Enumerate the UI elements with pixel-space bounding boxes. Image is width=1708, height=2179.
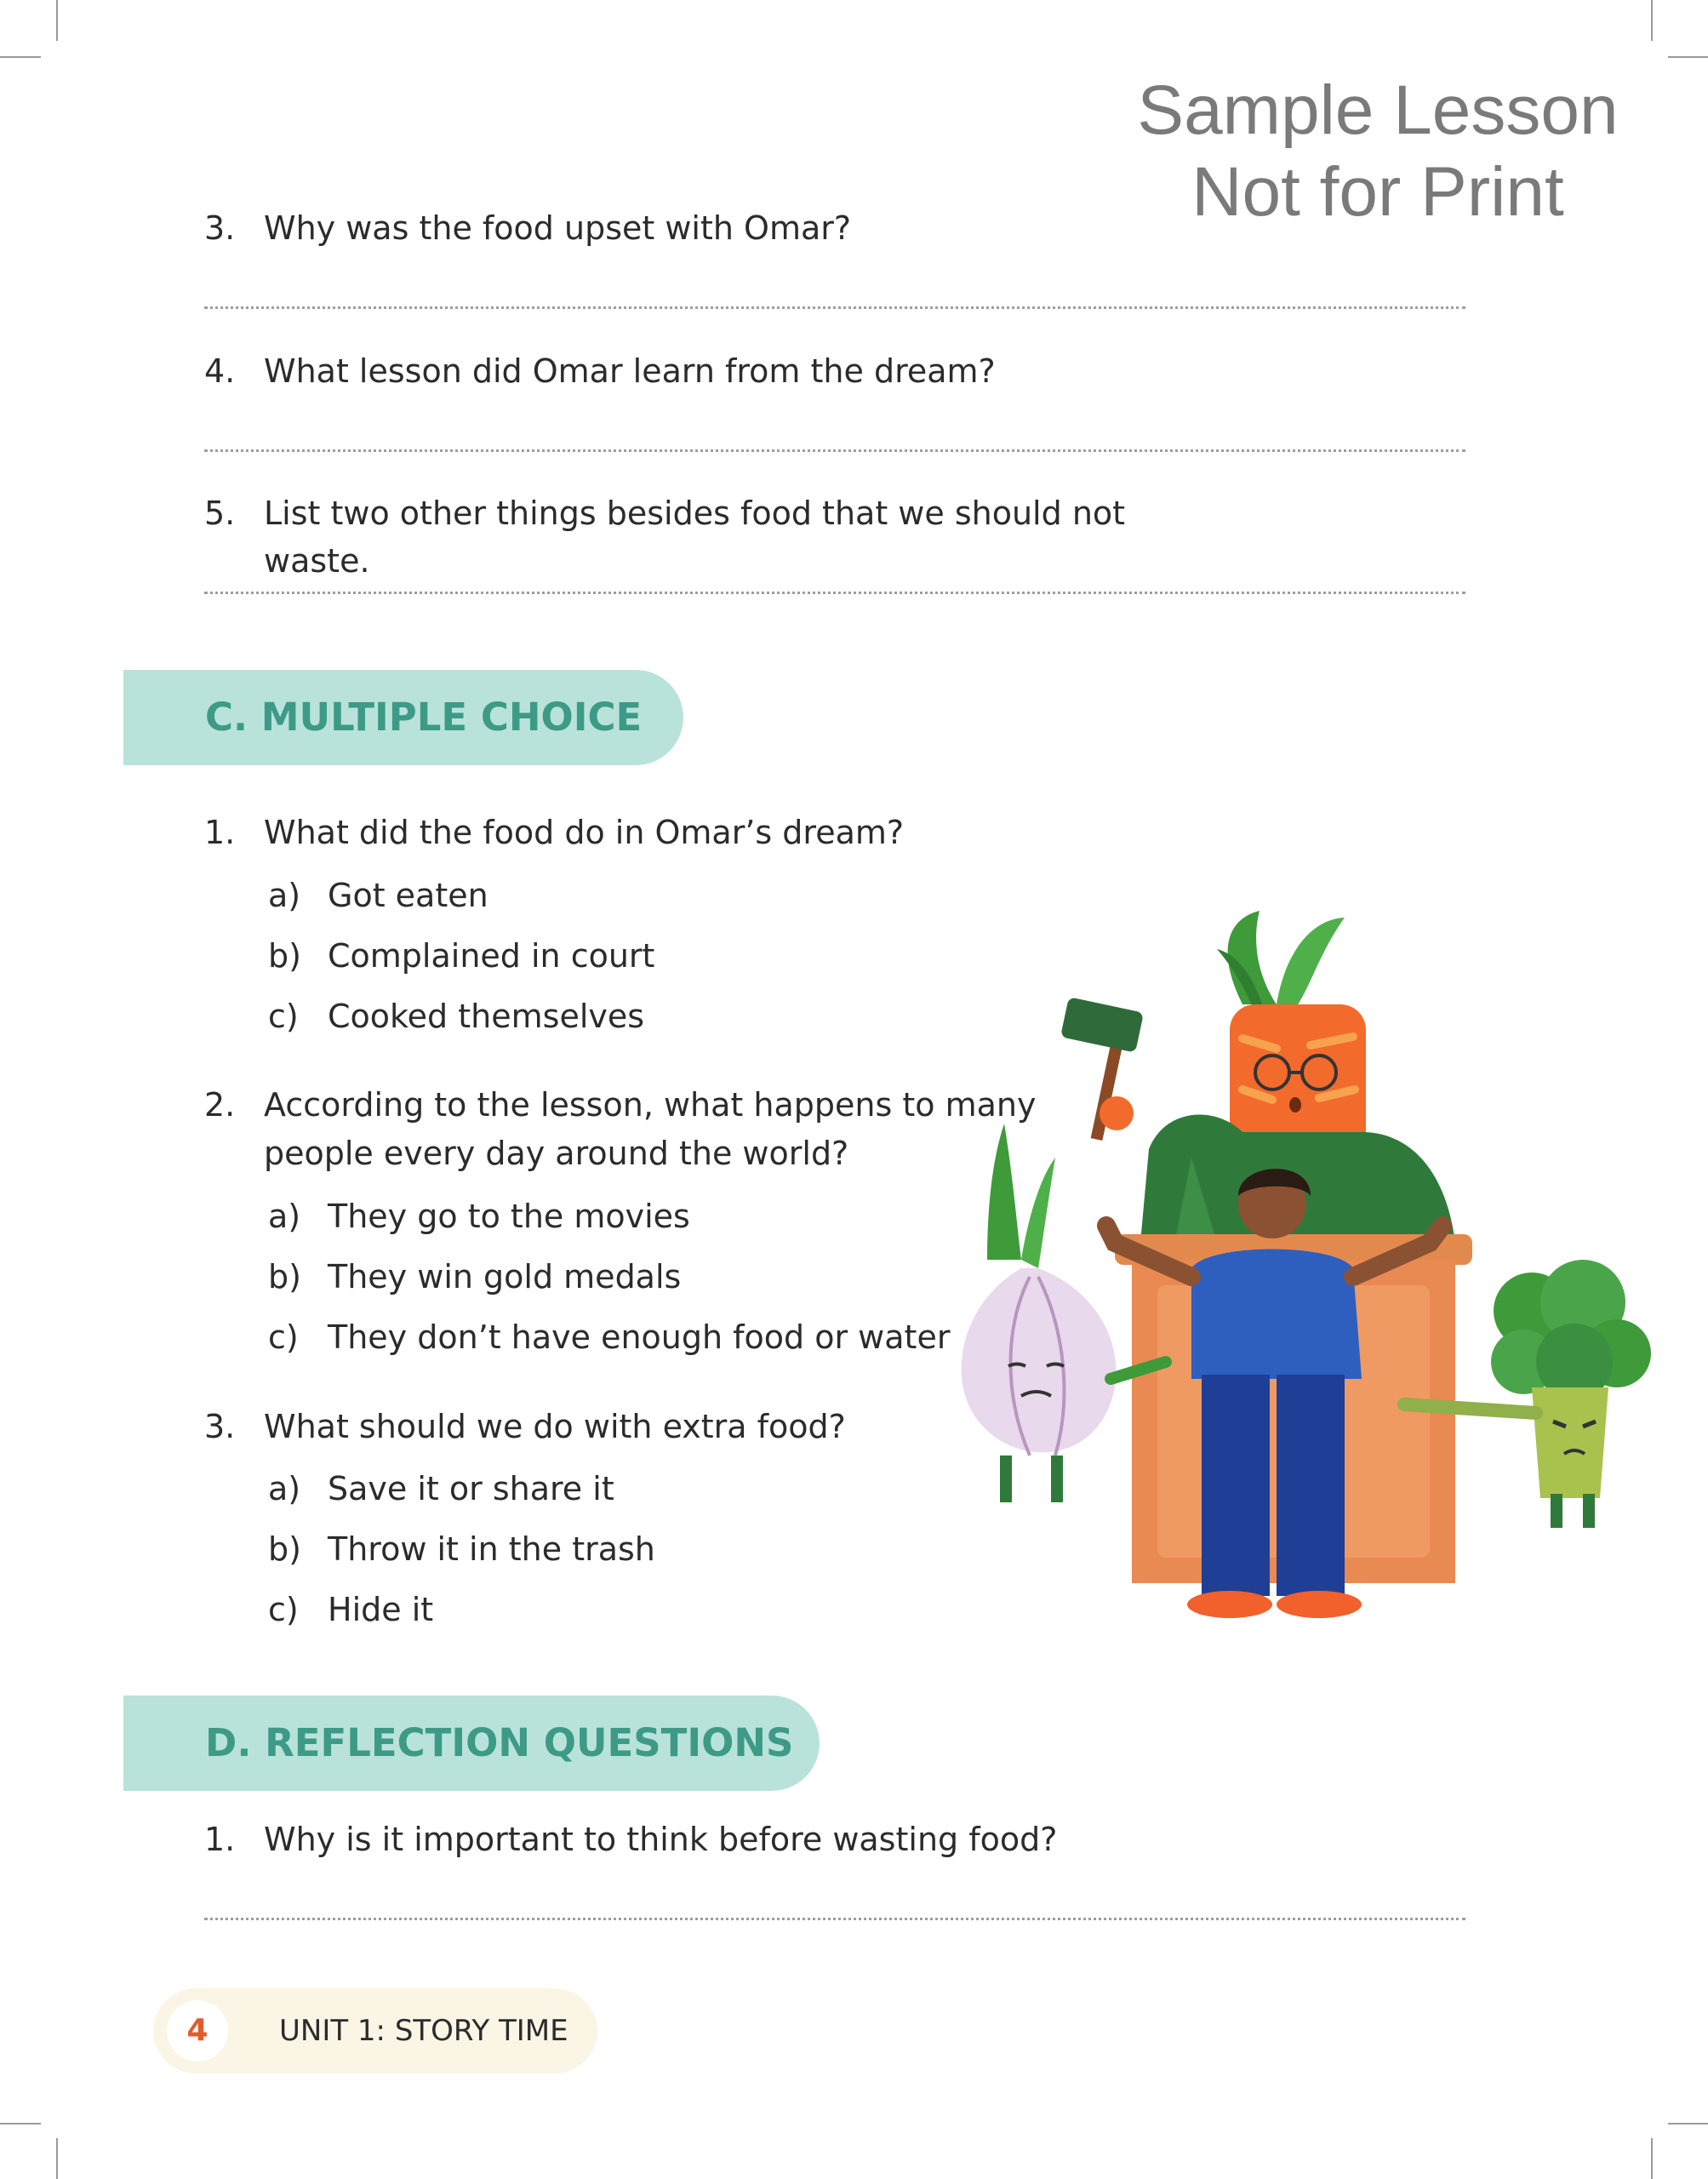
option-text: Cooked themselves: [328, 998, 645, 1035]
crop-mark-top-left-h: [0, 56, 41, 58]
option-text: Got eaten: [328, 877, 488, 914]
question-text: Why is it important to think before wasting food?: [264, 1821, 1058, 1858]
court-illustration: [936, 902, 1651, 1634]
crop-mark-bottom-left-v: [56, 2138, 58, 2179]
option-label: c): [268, 1591, 299, 1628]
question-number: 1.: [204, 1821, 236, 1858]
crop-mark-bottom-left-h: [0, 2123, 41, 2125]
section-d-heading: [123, 1696, 820, 1791]
option-text: Throw it in the trash: [328, 1530, 655, 1568]
question-text: Why was the food upset with Omar?: [264, 209, 852, 247]
question-text: What should we do with extra food?: [264, 1408, 846, 1445]
option-label: a): [268, 877, 301, 914]
option-label: b): [268, 937, 301, 975]
answer-line[interactable]: [204, 449, 1465, 452]
question-number: 2.: [204, 1086, 236, 1124]
watermark-line-2: Not for Print: [1191, 153, 1564, 231]
option-label: a): [268, 1198, 301, 1235]
option-label: b): [268, 1530, 301, 1568]
question-text: List two other things besides food that we should not waste.: [264, 495, 1126, 580]
question-text: What lesson did Omar learn from the dream?: [264, 352, 996, 390]
section-c-heading: [123, 670, 683, 765]
section-d-heading-text: D. REFLECTION QUESTIONS: [205, 1720, 794, 1765]
question-number: 3.: [204, 209, 236, 247]
crop-mark-top-left-v: [56, 0, 58, 41]
option-text: Hide it: [328, 1591, 434, 1628]
unit-label: UNIT 1: STORY TIME: [279, 2014, 568, 2048]
option-label: b): [268, 1258, 301, 1295]
question-number: 4.: [204, 352, 236, 390]
gavel-icon: [1060, 997, 1144, 1141]
crop-mark-bottom-right-h: [1668, 2123, 1708, 2125]
watermark: [1105, 70, 1650, 233]
question-text: What did the food do in Omar’s dream?: [264, 814, 905, 851]
option-label: c): [268, 1318, 299, 1356]
question-text-line-2: people every day around the world?: [264, 1135, 849, 1172]
option-text: Save it or share it: [328, 1470, 614, 1507]
option-label: a): [268, 1470, 301, 1507]
question-number: 5.: [204, 495, 236, 532]
question-number: 3.: [204, 1408, 236, 1445]
crop-mark-top-right-h: [1668, 56, 1708, 58]
answer-line[interactable]: [204, 592, 1465, 594]
option-label: c): [268, 998, 299, 1035]
page-number: 4: [167, 2000, 228, 2062]
crop-mark-top-right-v: [1651, 0, 1653, 41]
question-text-line-1: According to the lesson, what happens to many: [264, 1086, 1037, 1124]
option-text: They go to the movies: [328, 1198, 690, 1235]
answer-line[interactable]: [204, 306, 1465, 309]
page-footer: [153, 1988, 597, 2073]
answer-line[interactable]: [204, 1918, 1465, 1920]
option-text: Complained in court: [328, 937, 655, 975]
watermark-line-1: Sample Lesson: [1137, 71, 1619, 149]
option-text: They win gold medals: [328, 1258, 682, 1295]
option-text: They don’t have enough food or water: [328, 1318, 951, 1356]
question-number: 1.: [204, 814, 236, 851]
section-c-heading-text: C. MULTIPLE CHOICE: [205, 695, 643, 740]
crop-mark-bottom-right-v: [1651, 2138, 1653, 2179]
